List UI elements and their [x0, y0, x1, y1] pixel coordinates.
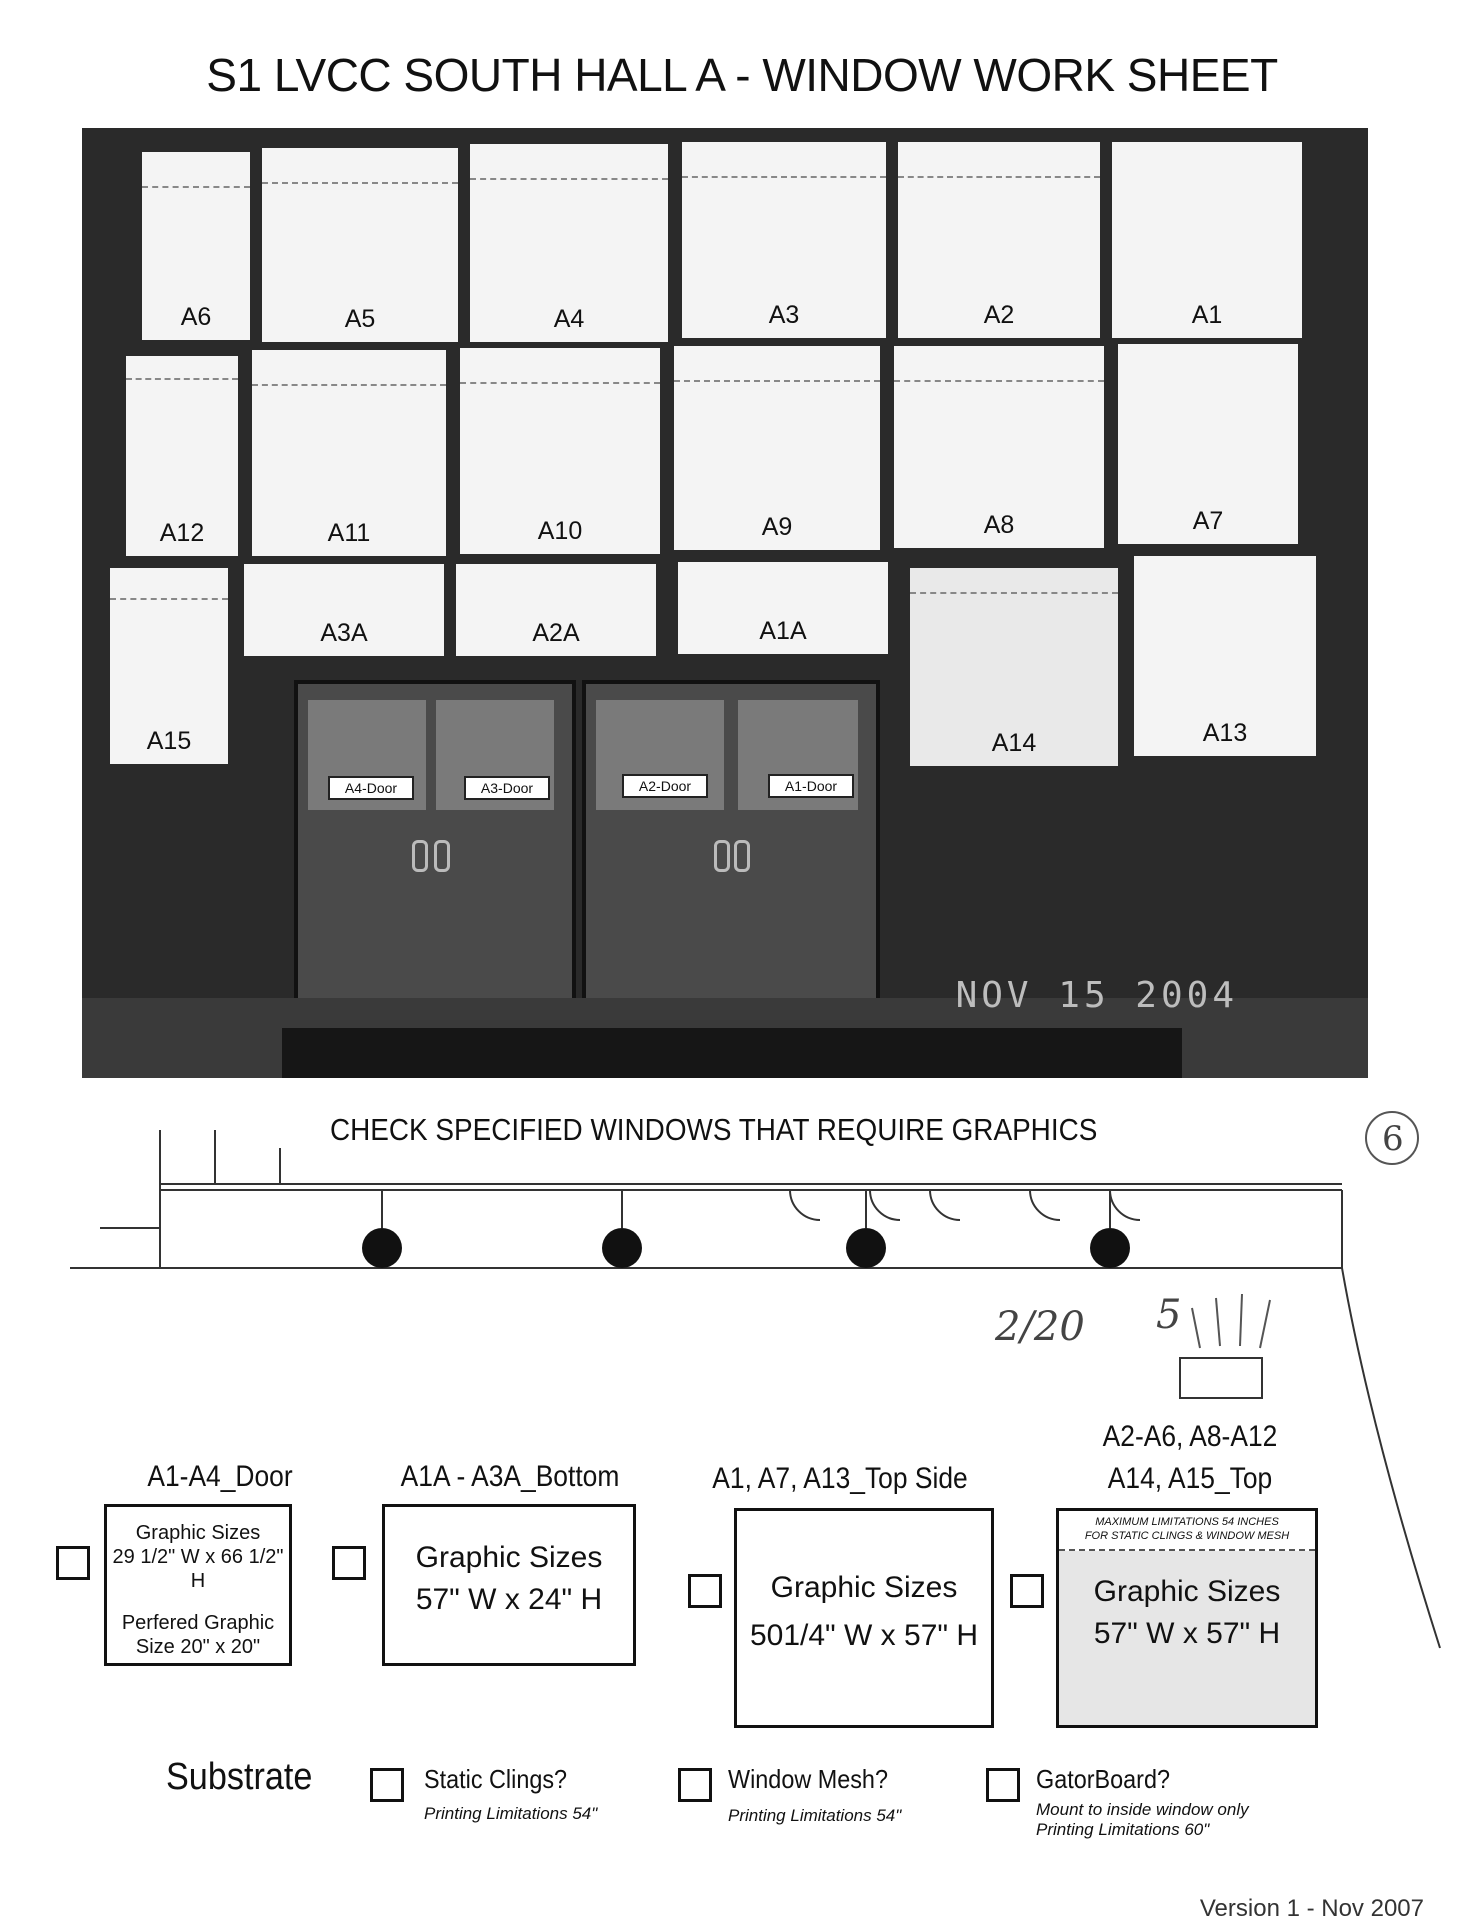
window-pane[interactable]	[456, 564, 656, 656]
substrate-checkbox-window-mesh[interactable]	[678, 1768, 712, 1802]
window-label: A8	[983, 511, 1015, 539]
window-label: A1	[1191, 301, 1223, 329]
option-line: 29 1/2" W x 66 1/2" H	[112, 1546, 284, 1592]
window-label: A3	[768, 301, 800, 329]
option-note: MAXIMUM LIMITATIONS 54 INCHES	[1095, 1516, 1279, 1528]
window-pane[interactable]	[898, 142, 1100, 338]
handwritten-number: 5	[1156, 1292, 1182, 1338]
option-line: Graphic Sizes	[415, 1541, 603, 1574]
option-title: A1-A4_Door	[147, 1460, 293, 1493]
window-label: A13	[1202, 719, 1248, 747]
window-label: A10	[537, 517, 583, 545]
column-marker	[362, 1228, 402, 1268]
substrate-option-label: Static Clings?	[424, 1764, 568, 1794]
window-pane[interactable]	[252, 350, 446, 556]
option-box	[734, 1508, 994, 1728]
door-handle	[434, 840, 450, 872]
window-label: A12	[159, 519, 205, 547]
handwritten-date: 2/20	[995, 1304, 1085, 1350]
window-label: A1A	[759, 617, 807, 645]
window-pane[interactable]	[460, 348, 660, 554]
option-line: 501/4" W x 57" H	[749, 1619, 979, 1652]
option-line: Perfered Graphic	[121, 1612, 275, 1634]
page-title: S1 LVCC SOUTH HALL A - WINDOW WORK SHEET	[206, 49, 1278, 101]
option-line: Graphic Sizes	[1093, 1575, 1281, 1608]
window-label: A2	[983, 301, 1015, 329]
option-line: 57" W x 57" H	[1093, 1617, 1281, 1650]
door-handle	[734, 840, 750, 872]
window-pane[interactable]	[678, 562, 888, 654]
substrate-label: Substrate	[166, 1756, 313, 1798]
handwritten-circled: 6	[1382, 1119, 1404, 1159]
option-box	[104, 1504, 292, 1666]
window-label: A7	[1192, 507, 1224, 535]
substrate-note: Printing Limitations 54"	[424, 1804, 598, 1823]
substrate-note: Mount to inside window only	[1036, 1800, 1249, 1819]
door-label[interactable]: A4-Door	[328, 776, 414, 800]
substrate-option-label: Window Mesh?	[728, 1764, 888, 1794]
window-pane[interactable]	[142, 152, 250, 340]
window-pane[interactable]	[470, 144, 668, 342]
version-footer: Version 1 - Nov 2007	[1199, 1898, 1424, 1920]
window-label: A9	[761, 513, 793, 541]
column-marker	[846, 1228, 886, 1268]
option-box	[1056, 1508, 1318, 1728]
door-handle	[412, 840, 428, 872]
option-title: A1A - A3A_Bottom	[400, 1460, 620, 1493]
window-photo	[82, 128, 1368, 1078]
door-label[interactable]: A3-Door	[464, 776, 550, 800]
window-pane[interactable]	[262, 148, 458, 342]
photo-date: NOV 15 2004	[955, 975, 1238, 1016]
window-pane[interactable]	[682, 142, 886, 338]
door-handle	[714, 840, 730, 872]
option-line: Graphic Sizes	[135, 1522, 261, 1544]
window-label: A2A	[532, 619, 580, 647]
option-checkbox[interactable]	[56, 1546, 90, 1580]
option-line: 57" W x 24" H	[415, 1583, 603, 1616]
window-label: A15	[146, 727, 192, 755]
option-note-area	[1059, 1511, 1315, 1551]
substrate-checkbox-gatorboard[interactable]	[986, 1768, 1020, 1802]
substrate-checkbox-static-clings[interactable]	[370, 1768, 404, 1802]
option-checkbox[interactable]	[1010, 1574, 1044, 1608]
check-heading: CHECK SPECIFIED WINDOWS THAT REQUIRE GRAPHICS	[330, 1112, 1098, 1147]
window-pane[interactable]	[674, 346, 880, 550]
window-label: A6	[180, 303, 212, 331]
option-line: Graphic Sizes	[770, 1571, 958, 1604]
option-title: A14, A15_Top	[1107, 1462, 1273, 1495]
option-line: Size 20" x 20"	[135, 1636, 261, 1658]
door-label[interactable]: A1-Door	[768, 774, 854, 798]
window-label: A4	[553, 305, 585, 333]
option-box	[382, 1504, 636, 1666]
option-checkbox[interactable]	[332, 1546, 366, 1580]
substrate-note: Printing Limitations 54"	[728, 1806, 902, 1825]
window-label: A14	[991, 729, 1037, 757]
window-pane[interactable]	[1134, 556, 1316, 756]
window-pane[interactable]	[1112, 142, 1302, 338]
window-pane[interactable]	[244, 564, 444, 656]
window-pane[interactable]	[894, 346, 1104, 548]
window-label: A5	[344, 305, 376, 333]
option-title: A2-A6, A8-A12	[1102, 1420, 1278, 1453]
window-pane[interactable]	[126, 356, 238, 556]
column-marker	[602, 1228, 642, 1268]
option-title: A1, A7, A13_Top Side	[712, 1462, 968, 1495]
door-label[interactable]: A2-Door	[622, 774, 708, 798]
window-pane[interactable]	[910, 568, 1118, 766]
option-note: FOR STATIC CLINGS & WINDOW MESH	[1084, 1530, 1290, 1542]
option-checkbox[interactable]	[688, 1574, 722, 1608]
substrate-note: Printing Limitations 60"	[1036, 1820, 1210, 1839]
window-label: A3A	[320, 619, 368, 647]
window-label: A11	[327, 519, 371, 547]
substrate-option-label: GatorBoard?	[1036, 1764, 1170, 1794]
column-marker	[1090, 1228, 1130, 1268]
window-pane[interactable]	[1118, 344, 1298, 544]
door-mat	[282, 1028, 1182, 1078]
window-pane[interactable]	[110, 568, 228, 764]
